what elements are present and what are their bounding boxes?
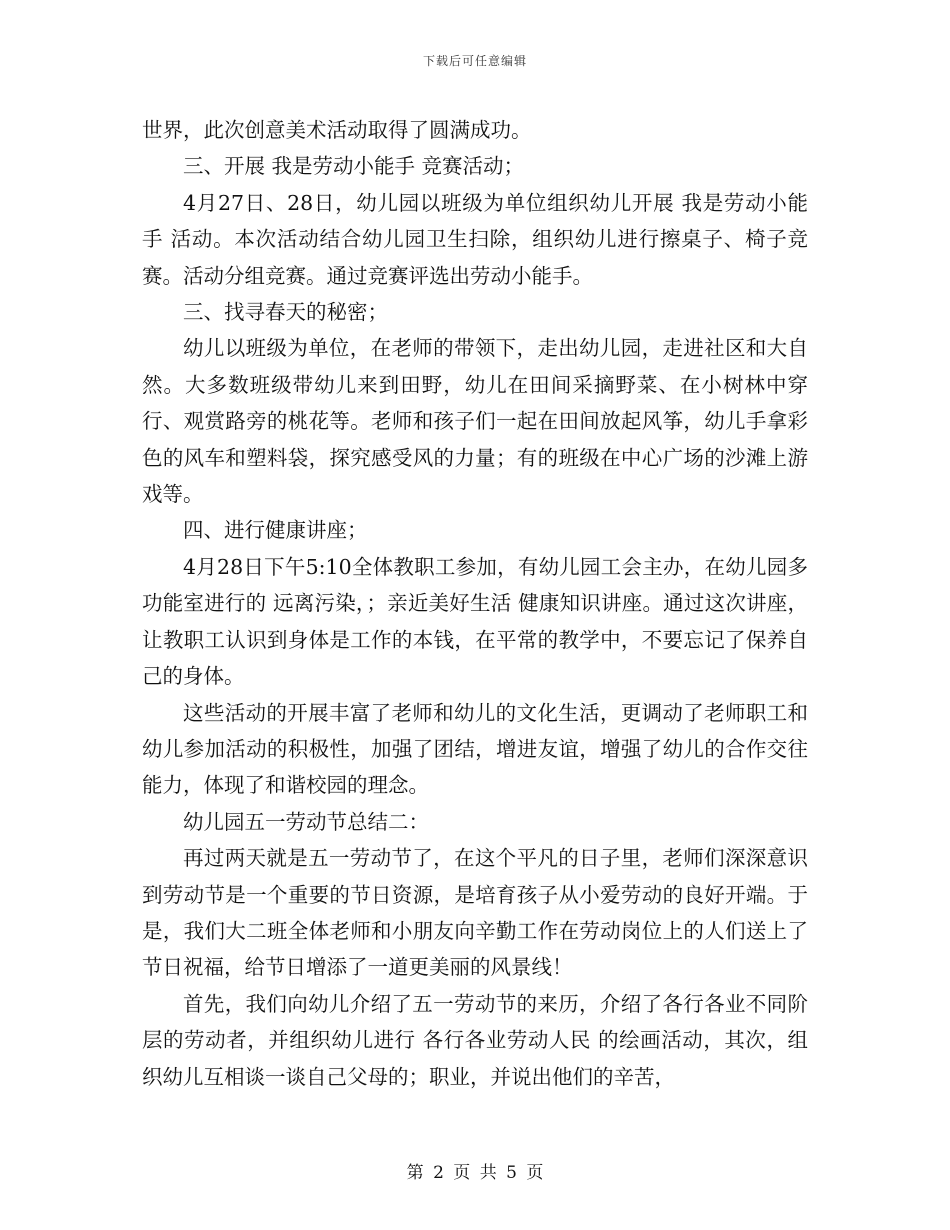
section-heading: 四、进行健康讲座； [183,518,368,543]
paragraph: 世界，此次创意美术活动取得了圆满成功。 [142,118,532,142]
paragraph: 幼儿以班级为单位，在老师的带领下，走出幼儿园，走进社区和大自然。大多数班级带幼儿来到田野，幼儿在田间采摘野菜、在小树林中穿行、观赏路旁的桃花等。老师和孩子们一起在田间放起风筝，幼儿手拿彩色的风车和塑料袋，探究感受风的力量；有的班级在中心广场的沙滩上游戏等。 [142,336,808,507]
document-body [142,112,808,1095]
section-heading: 三、开展 我是劳动小能手 竞赛活动； [183,154,525,179]
page-number: 第 2 页 共 5 页 [406,1163,544,1183]
paragraph: 再过两天就是五一劳动节了，在这个平凡的日子里，老师们深深意识到劳动节是一个重要的节日资源，是培育孩子从小爱劳动的良好开端。于是，我们大二班全体老师和小朋友向辛勤工作在劳动岗位上的人们送上了节日祝福，给节日增添了一道更美丽的风景线！ [142,846,808,980]
paragraph: 这些活动的开展丰富了老师和幼儿的文化生活，更调动了老师职工和幼儿参加活动的积极性，加强了团结，增进友谊，增强了幼儿的合作交往能力，体现了和谐校园的理念。 [142,700,808,798]
paragraph: 4月27日、28日，幼儿园以班级为单位组织幼儿开展 我是劳动小能手 活动。本次活动结合幼儿园卫生扫除，组织幼儿进行擦桌子、椅子竞赛。活动分组竞赛。通过竞赛评选出劳动小能手。 [142,190,808,288]
paragraph: 4月28日下午5:10全体教职工参加，有幼儿园工会主办，在幼儿园多功能室进行的 远离污染，；亲近美好生活 健康知识讲座。通过这次讲座，让教职工认识到身体是工作的本钱，在平常的教学中，不要忘记了保养自己的身体。 [142,554,808,689]
section-heading: 三、找寻春天的秘密； [183,300,388,325]
section-heading: 幼儿园五一劳动节总结二： [183,809,429,834]
paragraph: 首先，我们向幼儿介绍了五一劳动节的来历，介绍了各行各业不同阶层的劳动者，并组织幼儿进行 各行各业劳动人民 的绘画活动，其次，组织幼儿互相谈一谈自己父母的；职业，并说出他们的辛苦， [142,991,808,1089]
page-header: 下载后可任意编辑 [422,54,527,68]
